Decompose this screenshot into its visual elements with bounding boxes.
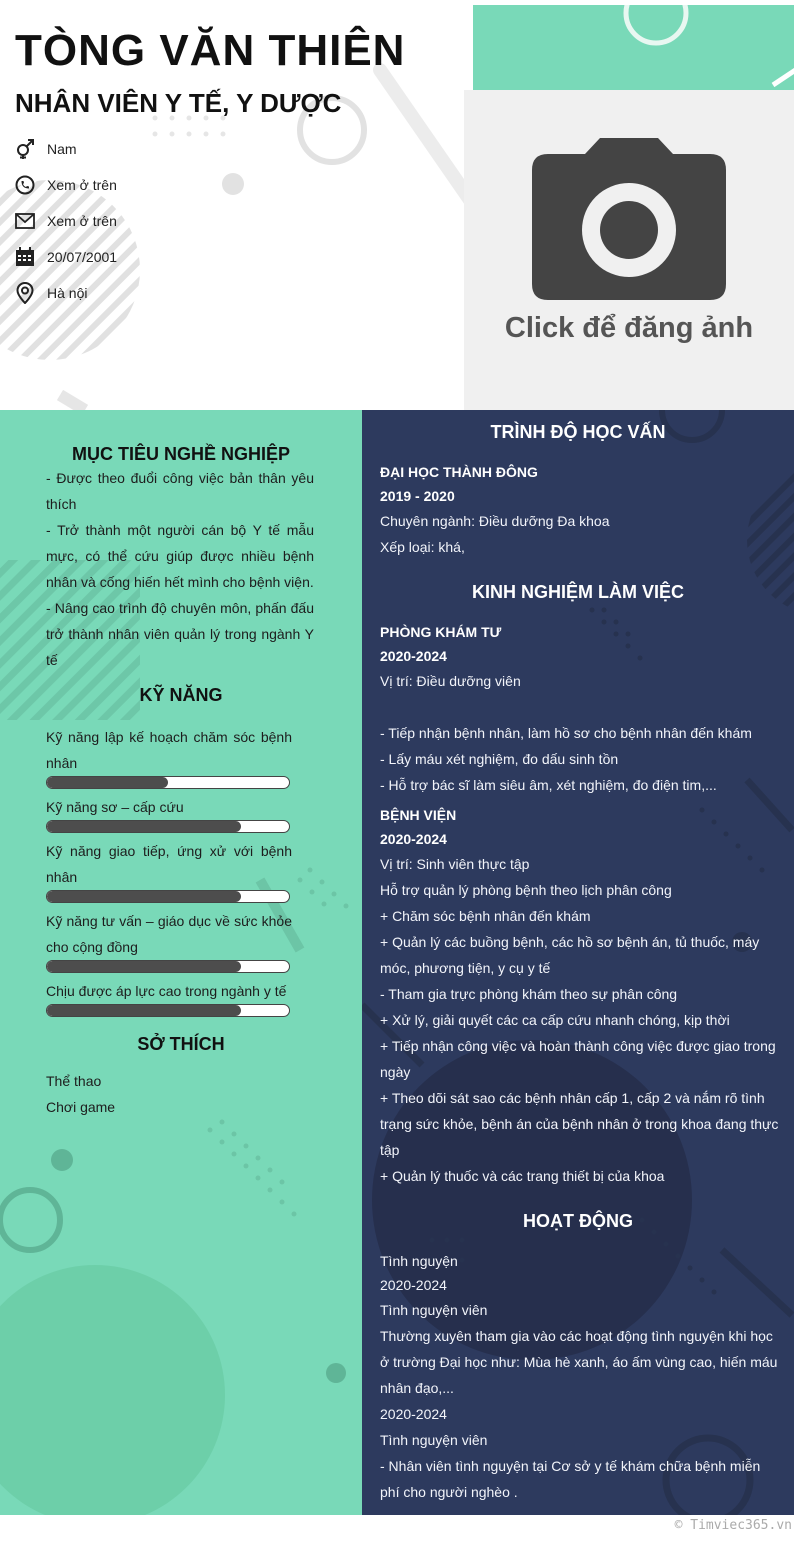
education-major: Chuyên ngành: Điều dưỡng Đa khoa — [380, 513, 610, 529]
camera-icon — [530, 136, 728, 302]
skill-level-fill — [47, 961, 241, 972]
skill-item-name: Kỹ năng lập kế hoạch chăm sóc bệnh nhân — [46, 729, 292, 771]
job-position: Vị trí: Sinh viên thực tập — [380, 856, 530, 872]
job-period: 2020-2024 — [380, 831, 447, 847]
contact-gender-value: Nam — [47, 141, 77, 157]
skills-title: KỸ NĂNG — [139, 685, 223, 705]
gender-icon — [14, 138, 36, 160]
contact-phone — [14, 173, 314, 197]
calendar-icon — [14, 246, 36, 268]
hobbies-title: SỞ THÍCH — [137, 1034, 225, 1054]
site-watermark: © Timviec365.vn — [674, 1518, 792, 1533]
activity-period: 2020-2024 — [380, 1406, 447, 1422]
skill-level-bar — [46, 890, 290, 903]
education-grade: Xếp loại: khá, — [380, 539, 465, 555]
photo-caption: Click để đăng ảnh — [504, 312, 754, 344]
skill-level-fill — [47, 1005, 241, 1016]
contact-birthday — [14, 245, 314, 269]
objective-title: MỤC TIÊU NGHỀ NGHIỆP — [71, 444, 290, 464]
candidate-name: TÒNG VĂN THIÊN — [15, 26, 406, 75]
activity-description: - Nhân viên tình nguyện tại Cơ sở y tế khám chữa bệnh miễn phí cho người nghèo . — [380, 1458, 761, 1500]
activities-title: HOẠT ĐỘNG — [523, 1211, 633, 1231]
contact-address-value: Hà nội — [47, 285, 88, 301]
contact-email-value: Xem ở trên — [47, 213, 117, 229]
photo-upload[interactable] — [464, 90, 794, 410]
skill-level-bar — [46, 820, 290, 833]
experience-title: KINH NGHIỆM LÀM VIỆC — [471, 582, 684, 602]
job-details: Hỗ trợ quản lý phòng bệnh theo lịch phân công + Chăm sóc bệnh nhân đến khám + Quản lý các buồng bệnh, các hồ sơ bệnh án, tủ thuốc, máy móc, phương tiện, y cụ y tế - Tham gia trực phòng khám theo sự phân công + Xử lý, giải quyết các ca cấp cứu nhanh chóng, kịp thời + Tiếp nhận công việc và hoàn thành công việc được giao trong ngày + Theo dõi sát sao các bệnh nhân cấp 1, cấp 2 và nắm rõ tình trạng sức khỏe, bệnh án của bệnh nhân ở trong khoa đang thực tập + Quản lý thuốc và các trang thiết bị của khoa — [380, 882, 779, 1184]
skill-level-bar — [46, 776, 290, 789]
contact-address — [14, 281, 314, 305]
activity-description: Thường xuyên tham gia vào các hoạt động tình nguyện khi học ở trường Đại học như: Mùa hè xanh, áo ấm vùng cao, hiến máu nhân đạo,... — [380, 1328, 778, 1396]
contact-phone-value: Xem ở trên — [47, 177, 117, 193]
contact-email — [14, 209, 314, 233]
activity-role: Tình nguyện viên — [380, 1432, 488, 1448]
skill-level-bar — [46, 960, 290, 973]
skill-level-fill — [47, 777, 168, 788]
email-icon — [14, 210, 36, 232]
skill-item-name: Chịu được áp lực cao trong ngành y tế — [46, 983, 287, 999]
education-period: 2019 - 2020 — [380, 488, 455, 504]
header-accent-block — [473, 5, 794, 90]
skill-level-bar — [46, 1004, 290, 1017]
hobby-item: Chơi game — [46, 1099, 116, 1115]
contact-birthday-value: 20/07/2001 — [47, 249, 118, 265]
skill-level-fill — [47, 821, 241, 832]
skill-item-name: Kỹ năng sơ – cấp cứu — [46, 799, 184, 815]
job-company: BỆNH VIỆN — [380, 807, 457, 823]
job-position: Vị trí: Điều dưỡng viên — [380, 673, 521, 689]
skill-item-name: Kỹ năng giao tiếp, ứng xử với bệnh nhân — [46, 843, 292, 885]
phone-icon — [14, 174, 36, 196]
hobby-item: Thể thao — [46, 1073, 102, 1089]
job-company: PHÒNG KHÁM TƯ — [380, 624, 502, 640]
objective-text: - Được theo đuổi công việc bản thân yêu thích - Trở thành một người cán bộ Y tế mẫu mực, có thể cứu giúp được nhiều bệnh nhân và cống hiến hết mình cho bệnh viện. - Nâng cao trình độ chuyên môn, phấn đấu trở thành nhân viên quản lý trong ngành Y tế — [46, 470, 314, 668]
skill-level-fill — [47, 891, 241, 902]
contact-gender — [14, 137, 314, 161]
skill-item-name: Kỹ năng tư vấn – giáo dục về sức khỏe cho cộng đồng — [46, 913, 292, 955]
location-icon — [14, 282, 36, 304]
activity-org: Tình nguyện — [380, 1253, 458, 1269]
right-column — [362, 410, 794, 1515]
left-column — [0, 410, 362, 1515]
activity-period: 2020-2024 — [380, 1277, 447, 1293]
job-title: NHÂN VIÊN Y TẾ, Y DƯỢC — [15, 88, 342, 118]
education-school: ĐẠI HỌC THÀNH ĐÔNG — [380, 464, 538, 480]
job-period: 2020-2024 — [380, 648, 447, 664]
activity-role: Tình nguyện viên — [380, 1302, 488, 1318]
job-details: - Tiếp nhận bệnh nhân, làm hồ sơ cho bệnh nhân đến khám - Lấy máu xét nghiệm, đo dấu sinh tồn - Hỗ trợ bác sĩ làm siêu âm, xét nghiệm, đo điện tim,... — [380, 725, 752, 793]
education-title: TRÌNH ĐỘ HỌC VẤN — [490, 422, 666, 442]
